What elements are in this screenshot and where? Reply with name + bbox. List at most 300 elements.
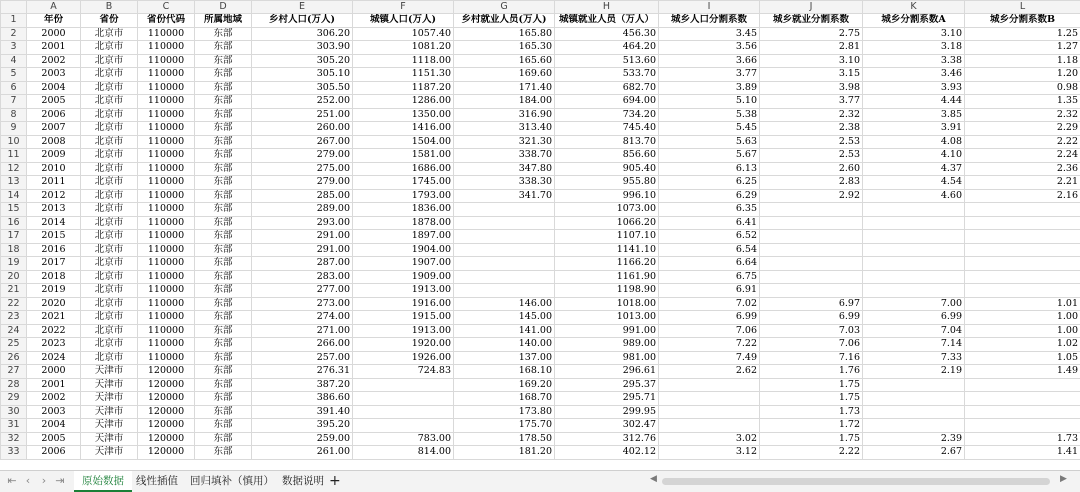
data-cell[interactable]: 北京市 bbox=[81, 189, 138, 203]
data-cell[interactable]: 1.75 bbox=[760, 432, 863, 446]
data-cell[interactable] bbox=[965, 378, 1080, 392]
data-cell[interactable]: 3.10 bbox=[863, 27, 965, 41]
data-cell[interactable]: 110000 bbox=[138, 176, 195, 190]
data-cell[interactable] bbox=[863, 257, 965, 271]
row-header[interactable]: 16 bbox=[1, 216, 27, 230]
data-cell[interactable]: 天津市 bbox=[81, 446, 138, 460]
data-cell[interactable]: 2.16 bbox=[965, 189, 1080, 203]
data-cell[interactable]: 257.00 bbox=[252, 351, 353, 365]
data-cell[interactable]: 天津市 bbox=[81, 365, 138, 379]
data-cell[interactable]: 4.10 bbox=[863, 149, 965, 163]
data-cell[interactable]: 734.20 bbox=[555, 108, 659, 122]
tab-data-description[interactable]: 数据说明 bbox=[282, 475, 324, 487]
header-cell[interactable]: 乡村就业人员(万人) bbox=[454, 14, 555, 28]
data-cell[interactable]: 3.45 bbox=[659, 27, 760, 41]
row-header[interactable]: 6 bbox=[1, 81, 27, 95]
data-cell[interactable]: 137.00 bbox=[454, 351, 555, 365]
data-cell[interactable]: 东部 bbox=[195, 95, 252, 109]
data-cell[interactable] bbox=[863, 216, 965, 230]
data-cell[interactable]: 175.70 bbox=[454, 419, 555, 433]
data-cell[interactable]: 2000 bbox=[27, 27, 81, 41]
data-cell[interactable]: 1745.00 bbox=[353, 176, 454, 190]
data-cell[interactable]: 724.83 bbox=[353, 365, 454, 379]
add-sheet-button[interactable]: + bbox=[329, 473, 341, 489]
data-cell[interactable]: 1.35 bbox=[965, 95, 1080, 109]
data-cell[interactable]: 1.01 bbox=[965, 297, 1080, 311]
data-cell[interactable]: 北京市 bbox=[81, 338, 138, 352]
column-header-a[interactable]: A bbox=[27, 1, 81, 14]
data-cell[interactable]: 252.00 bbox=[252, 95, 353, 109]
data-cell[interactable]: 北京市 bbox=[81, 297, 138, 311]
data-cell[interactable] bbox=[454, 270, 555, 284]
data-cell[interactable]: 6.99 bbox=[659, 311, 760, 325]
data-cell[interactable]: 6.99 bbox=[760, 311, 863, 325]
data-cell[interactable]: 110000 bbox=[138, 149, 195, 163]
data-cell[interactable]: 110000 bbox=[138, 324, 195, 338]
data-cell[interactable]: 东部 bbox=[195, 27, 252, 41]
data-cell[interactable]: 1.73 bbox=[965, 432, 1080, 446]
data-cell[interactable]: 2.67 bbox=[863, 446, 965, 460]
data-cell[interactable]: 东部 bbox=[195, 149, 252, 163]
data-cell[interactable]: 1581.00 bbox=[353, 149, 454, 163]
data-cell[interactable]: 287.00 bbox=[252, 257, 353, 271]
row-header[interactable]: 29 bbox=[1, 392, 27, 406]
data-cell[interactable]: 2.22 bbox=[965, 135, 1080, 149]
data-cell[interactable]: 168.10 bbox=[454, 365, 555, 379]
data-cell[interactable] bbox=[965, 270, 1080, 284]
column-header-c[interactable]: C bbox=[138, 1, 195, 14]
data-cell[interactable]: 285.00 bbox=[252, 189, 353, 203]
data-cell[interactable]: 东部 bbox=[195, 216, 252, 230]
row-header[interactable]: 18 bbox=[1, 243, 27, 257]
data-cell[interactable]: 120000 bbox=[138, 365, 195, 379]
data-cell[interactable]: 1920.00 bbox=[353, 338, 454, 352]
data-cell[interactable]: 北京市 bbox=[81, 27, 138, 41]
data-cell[interactable] bbox=[863, 230, 965, 244]
data-cell[interactable]: 6.35 bbox=[659, 203, 760, 217]
data-cell[interactable]: 北京市 bbox=[81, 311, 138, 325]
data-cell[interactable]: 东部 bbox=[195, 378, 252, 392]
data-cell[interactable]: 东部 bbox=[195, 54, 252, 68]
data-cell[interactable]: 293.00 bbox=[252, 216, 353, 230]
data-cell[interactable]: 1.72 bbox=[760, 419, 863, 433]
row-header[interactable]: 20 bbox=[1, 270, 27, 284]
data-cell[interactable]: 305.50 bbox=[252, 81, 353, 95]
data-cell[interactable]: 2.21 bbox=[965, 176, 1080, 190]
data-cell[interactable]: 991.00 bbox=[555, 324, 659, 338]
data-cell[interactable] bbox=[454, 230, 555, 244]
tab-regression-fill[interactable]: 回归填补（慎用） bbox=[190, 475, 274, 487]
data-cell[interactable] bbox=[454, 203, 555, 217]
data-cell[interactable]: 北京市 bbox=[81, 162, 138, 176]
data-cell[interactable]: 1081.20 bbox=[353, 41, 454, 55]
data-cell[interactable]: 7.04 bbox=[863, 324, 965, 338]
data-cell[interactable]: 6.41 bbox=[659, 216, 760, 230]
data-cell[interactable]: 110000 bbox=[138, 122, 195, 136]
data-cell[interactable]: 北京市 bbox=[81, 324, 138, 338]
data-cell[interactable]: 141.00 bbox=[454, 324, 555, 338]
row-header[interactable]: 9 bbox=[1, 122, 27, 136]
data-cell[interactable] bbox=[965, 392, 1080, 406]
data-cell[interactable]: 北京市 bbox=[81, 68, 138, 82]
data-cell[interactable]: 110000 bbox=[138, 108, 195, 122]
data-cell[interactable]: 3.85 bbox=[863, 108, 965, 122]
data-cell[interactable]: 4.60 bbox=[863, 189, 965, 203]
data-cell[interactable]: 783.00 bbox=[353, 432, 454, 446]
data-cell[interactable]: 1018.00 bbox=[555, 297, 659, 311]
data-cell[interactable]: 110000 bbox=[138, 68, 195, 82]
data-cell[interactable]: 2008 bbox=[27, 135, 81, 149]
data-cell[interactable]: 1904.00 bbox=[353, 243, 454, 257]
data-cell[interactable]: 267.00 bbox=[252, 135, 353, 149]
data-cell[interactable]: 东部 bbox=[195, 338, 252, 352]
data-cell[interactable]: 1836.00 bbox=[353, 203, 454, 217]
data-cell[interactable]: 110000 bbox=[138, 135, 195, 149]
data-cell[interactable]: 1.00 bbox=[965, 324, 1080, 338]
row-header[interactable]: 12 bbox=[1, 162, 27, 176]
data-cell[interactable]: 120000 bbox=[138, 432, 195, 446]
data-cell[interactable]: 110000 bbox=[138, 270, 195, 284]
data-cell[interactable] bbox=[863, 419, 965, 433]
header-cell[interactable]: 城乡人口分割系数 bbox=[659, 14, 760, 28]
data-cell[interactable]: 110000 bbox=[138, 284, 195, 298]
row-header[interactable]: 11 bbox=[1, 149, 27, 163]
row-header[interactable]: 30 bbox=[1, 405, 27, 419]
data-cell[interactable] bbox=[760, 216, 863, 230]
data-cell[interactable]: 259.00 bbox=[252, 432, 353, 446]
data-cell[interactable]: 2.92 bbox=[760, 189, 863, 203]
data-cell[interactable]: 北京市 bbox=[81, 41, 138, 55]
data-cell[interactable]: 2003 bbox=[27, 68, 81, 82]
data-cell[interactable]: 1.76 bbox=[760, 365, 863, 379]
data-cell[interactable]: 2002 bbox=[27, 54, 81, 68]
data-cell[interactable]: 2.38 bbox=[760, 122, 863, 136]
data-cell[interactable]: 2.75 bbox=[760, 27, 863, 41]
data-cell[interactable]: 东部 bbox=[195, 68, 252, 82]
data-cell[interactable]: 110000 bbox=[138, 95, 195, 109]
data-cell[interactable]: 2.81 bbox=[760, 41, 863, 55]
data-cell[interactable] bbox=[863, 270, 965, 284]
data-cell[interactable]: 110000 bbox=[138, 81, 195, 95]
row-header[interactable]: 32 bbox=[1, 432, 27, 446]
data-cell[interactable]: 1913.00 bbox=[353, 324, 454, 338]
data-cell[interactable] bbox=[353, 392, 454, 406]
scroll-right-icon[interactable]: ▶ bbox=[1060, 474, 1067, 484]
last-sheet-icon[interactable]: ⇥ bbox=[55, 474, 65, 487]
data-cell[interactable]: 2.22 bbox=[760, 446, 863, 460]
header-cell[interactable]: 乡村人口(万人) bbox=[252, 14, 353, 28]
data-cell[interactable]: 391.40 bbox=[252, 405, 353, 419]
data-cell[interactable]: 2017 bbox=[27, 257, 81, 271]
column-header-i[interactable]: I bbox=[659, 1, 760, 14]
data-cell[interactable]: 东部 bbox=[195, 203, 252, 217]
data-cell[interactable]: 1504.00 bbox=[353, 135, 454, 149]
data-cell[interactable]: 1066.20 bbox=[555, 216, 659, 230]
data-cell[interactable]: 1913.00 bbox=[353, 284, 454, 298]
data-cell[interactable]: 251.00 bbox=[252, 108, 353, 122]
data-cell[interactable]: 2007 bbox=[27, 122, 81, 136]
data-cell[interactable]: 1915.00 bbox=[353, 311, 454, 325]
data-cell[interactable]: 东部 bbox=[195, 162, 252, 176]
data-cell[interactable]: 1286.00 bbox=[353, 95, 454, 109]
data-cell[interactable]: 169.20 bbox=[454, 378, 555, 392]
data-cell[interactable]: 2010 bbox=[27, 162, 81, 176]
header-cell[interactable]: 城镇就业人员（万人） bbox=[555, 14, 659, 28]
data-cell[interactable]: 东部 bbox=[195, 446, 252, 460]
data-cell[interactable]: 东部 bbox=[195, 297, 252, 311]
data-cell[interactable]: 7.00 bbox=[863, 297, 965, 311]
data-cell[interactable]: 3.91 bbox=[863, 122, 965, 136]
data-cell[interactable]: 2006 bbox=[27, 446, 81, 460]
data-cell[interactable] bbox=[760, 270, 863, 284]
row-header[interactable]: 15 bbox=[1, 203, 27, 217]
data-cell[interactable]: 289.00 bbox=[252, 203, 353, 217]
data-cell[interactable]: 694.00 bbox=[555, 95, 659, 109]
column-header-h[interactable]: H bbox=[555, 1, 659, 14]
data-cell[interactable]: 1.18 bbox=[965, 54, 1080, 68]
data-cell[interactable]: 天津市 bbox=[81, 392, 138, 406]
data-cell[interactable]: 1166.20 bbox=[555, 257, 659, 271]
data-cell[interactable]: 2014 bbox=[27, 216, 81, 230]
data-cell[interactable]: 4.54 bbox=[863, 176, 965, 190]
row-header[interactable]: 8 bbox=[1, 108, 27, 122]
data-cell[interactable]: 天津市 bbox=[81, 405, 138, 419]
data-cell[interactable]: 7.03 bbox=[760, 324, 863, 338]
data-cell[interactable]: 2009 bbox=[27, 149, 81, 163]
row-header[interactable]: 10 bbox=[1, 135, 27, 149]
data-cell[interactable]: 981.00 bbox=[555, 351, 659, 365]
header-cell[interactable]: 省份代码 bbox=[138, 14, 195, 28]
data-cell[interactable]: 3.38 bbox=[863, 54, 965, 68]
data-cell[interactable]: 276.31 bbox=[252, 365, 353, 379]
data-cell[interactable] bbox=[965, 216, 1080, 230]
data-cell[interactable]: 110000 bbox=[138, 41, 195, 55]
data-cell[interactable] bbox=[760, 243, 863, 257]
data-cell[interactable]: 1926.00 bbox=[353, 351, 454, 365]
data-cell[interactable]: 277.00 bbox=[252, 284, 353, 298]
data-cell[interactable]: 东部 bbox=[195, 392, 252, 406]
data-cell[interactable]: 120000 bbox=[138, 392, 195, 406]
data-cell[interactable]: 北京市 bbox=[81, 257, 138, 271]
data-cell[interactable]: 3.77 bbox=[659, 68, 760, 82]
data-cell[interactable] bbox=[454, 257, 555, 271]
data-cell[interactable]: 3.66 bbox=[659, 54, 760, 68]
data-cell[interactable]: 北京市 bbox=[81, 216, 138, 230]
data-cell[interactable]: 东部 bbox=[195, 108, 252, 122]
data-cell[interactable]: 316.90 bbox=[454, 108, 555, 122]
data-cell[interactable] bbox=[659, 405, 760, 419]
data-cell[interactable]: 1.02 bbox=[965, 338, 1080, 352]
column-header-d[interactable]: D bbox=[195, 1, 252, 14]
data-cell[interactable] bbox=[863, 405, 965, 419]
data-cell[interactable]: 2018 bbox=[27, 270, 81, 284]
data-cell[interactable]: 1909.00 bbox=[353, 270, 454, 284]
data-cell[interactable]: 347.80 bbox=[454, 162, 555, 176]
data-cell[interactable] bbox=[760, 257, 863, 271]
data-cell[interactable]: 2001 bbox=[27, 41, 81, 55]
data-cell[interactable] bbox=[965, 203, 1080, 217]
data-cell[interactable]: 905.40 bbox=[555, 162, 659, 176]
data-cell[interactable]: 东部 bbox=[195, 432, 252, 446]
data-cell[interactable]: 北京市 bbox=[81, 203, 138, 217]
data-cell[interactable] bbox=[965, 284, 1080, 298]
row-header[interactable]: 25 bbox=[1, 338, 27, 352]
row-header[interactable]: 31 bbox=[1, 419, 27, 433]
data-cell[interactable]: 387.20 bbox=[252, 378, 353, 392]
row-header[interactable]: 23 bbox=[1, 311, 27, 325]
data-cell[interactable]: 6.75 bbox=[659, 270, 760, 284]
data-cell[interactable]: 305.20 bbox=[252, 54, 353, 68]
data-cell[interactable]: 682.70 bbox=[555, 81, 659, 95]
data-cell[interactable] bbox=[659, 392, 760, 406]
data-cell[interactable]: 天津市 bbox=[81, 432, 138, 446]
data-cell[interactable]: 1073.00 bbox=[555, 203, 659, 217]
data-cell[interactable]: 279.00 bbox=[252, 176, 353, 190]
row-header[interactable]: 2 bbox=[1, 27, 27, 41]
data-cell[interactable]: 2005 bbox=[27, 95, 81, 109]
data-cell[interactable]: 533.70 bbox=[555, 68, 659, 82]
data-cell[interactable]: 3.77 bbox=[760, 95, 863, 109]
scroll-left-icon[interactable]: ◀ bbox=[650, 474, 657, 484]
data-cell[interactable]: 7.22 bbox=[659, 338, 760, 352]
data-cell[interactable]: 2.36 bbox=[965, 162, 1080, 176]
data-cell[interactable]: 266.00 bbox=[252, 338, 353, 352]
column-header-l[interactable]: L bbox=[965, 1, 1080, 14]
data-cell[interactable]: 513.60 bbox=[555, 54, 659, 68]
data-cell[interactable]: 145.00 bbox=[454, 311, 555, 325]
data-cell[interactable]: 3.12 bbox=[659, 446, 760, 460]
data-cell[interactable]: 110000 bbox=[138, 216, 195, 230]
data-cell[interactable]: 302.47 bbox=[555, 419, 659, 433]
data-cell[interactable]: 2.24 bbox=[965, 149, 1080, 163]
data-cell[interactable]: 2.62 bbox=[659, 365, 760, 379]
data-cell[interactable]: 2.60 bbox=[760, 162, 863, 176]
data-cell[interactable]: 395.20 bbox=[252, 419, 353, 433]
header-cell[interactable]: 城镇人口(万人) bbox=[353, 14, 454, 28]
data-cell[interactable]: 110000 bbox=[138, 203, 195, 217]
header-cell[interactable]: 所属地域 bbox=[195, 14, 252, 28]
data-cell[interactable] bbox=[863, 284, 965, 298]
data-cell[interactable]: 北京市 bbox=[81, 270, 138, 284]
data-cell[interactable]: 2019 bbox=[27, 284, 81, 298]
data-cell[interactable] bbox=[353, 419, 454, 433]
data-cell[interactable]: 120000 bbox=[138, 405, 195, 419]
data-cell[interactable] bbox=[760, 203, 863, 217]
column-header-f[interactable]: F bbox=[353, 1, 454, 14]
data-cell[interactable]: 955.80 bbox=[555, 176, 659, 190]
data-cell[interactable]: 2001 bbox=[27, 378, 81, 392]
data-cell[interactable]: 5.45 bbox=[659, 122, 760, 136]
data-cell[interactable]: 东部 bbox=[195, 351, 252, 365]
row-header[interactable]: 24 bbox=[1, 324, 27, 338]
row-header[interactable]: 14 bbox=[1, 189, 27, 203]
data-cell[interactable]: 7.33 bbox=[863, 351, 965, 365]
data-cell[interactable]: 2.53 bbox=[760, 149, 863, 163]
row-header[interactable]: 5 bbox=[1, 68, 27, 82]
data-cell[interactable]: 3.98 bbox=[760, 81, 863, 95]
data-cell[interactable] bbox=[863, 378, 965, 392]
data-cell[interactable]: 北京市 bbox=[81, 108, 138, 122]
data-cell[interactable]: 275.00 bbox=[252, 162, 353, 176]
data-cell[interactable]: 110000 bbox=[138, 311, 195, 325]
data-cell[interactable]: 3.02 bbox=[659, 432, 760, 446]
data-cell[interactable]: 146.00 bbox=[454, 297, 555, 311]
data-cell[interactable]: 1.73 bbox=[760, 405, 863, 419]
data-cell[interactable]: 989.00 bbox=[555, 338, 659, 352]
data-cell[interactable] bbox=[454, 216, 555, 230]
column-header-g[interactable]: G bbox=[454, 1, 555, 14]
data-cell[interactable]: 110000 bbox=[138, 257, 195, 271]
data-cell[interactable]: 6.91 bbox=[659, 284, 760, 298]
data-cell[interactable]: 165.60 bbox=[454, 54, 555, 68]
row-header[interactable]: 3 bbox=[1, 41, 27, 55]
data-cell[interactable]: 北京市 bbox=[81, 284, 138, 298]
data-cell[interactable]: 1198.90 bbox=[555, 284, 659, 298]
header-cell[interactable]: 城乡就业分割系数 bbox=[760, 14, 863, 28]
data-cell[interactable]: 2020 bbox=[27, 297, 81, 311]
tab-linear-interpolation[interactable]: 线性插值 bbox=[136, 475, 178, 487]
data-cell[interactable]: 东部 bbox=[195, 189, 252, 203]
data-cell[interactable]: 110000 bbox=[138, 297, 195, 311]
data-cell[interactable]: 110000 bbox=[138, 351, 195, 365]
data-cell[interactable]: 1161.90 bbox=[555, 270, 659, 284]
data-cell[interactable]: 1118.00 bbox=[353, 54, 454, 68]
data-cell[interactable]: 6.52 bbox=[659, 230, 760, 244]
prev-sheet-icon[interactable]: ‹ bbox=[25, 474, 31, 487]
row-header[interactable]: 28 bbox=[1, 378, 27, 392]
data-cell[interactable] bbox=[863, 203, 965, 217]
data-cell[interactable]: 2004 bbox=[27, 81, 81, 95]
data-cell[interactable]: 2012 bbox=[27, 189, 81, 203]
data-cell[interactable]: 996.10 bbox=[555, 189, 659, 203]
data-cell[interactable] bbox=[454, 284, 555, 298]
header-cell[interactable]: 省份 bbox=[81, 14, 138, 28]
data-cell[interactable]: 2.53 bbox=[760, 135, 863, 149]
data-cell[interactable]: 2021 bbox=[27, 311, 81, 325]
data-cell[interactable]: 260.00 bbox=[252, 122, 353, 136]
data-cell[interactable]: 0.98 bbox=[965, 81, 1080, 95]
data-cell[interactable]: 169.60 bbox=[454, 68, 555, 82]
data-cell[interactable]: 1.05 bbox=[965, 351, 1080, 365]
data-cell[interactable]: 3.15 bbox=[760, 68, 863, 82]
data-cell[interactable]: 1.27 bbox=[965, 41, 1080, 55]
data-cell[interactable]: 东部 bbox=[195, 324, 252, 338]
data-cell[interactable]: 4.37 bbox=[863, 162, 965, 176]
data-cell[interactable]: 295.37 bbox=[555, 378, 659, 392]
data-cell[interactable]: 3.46 bbox=[863, 68, 965, 82]
row-header[interactable]: 7 bbox=[1, 95, 27, 109]
data-cell[interactable]: 261.00 bbox=[252, 446, 353, 460]
data-cell[interactable]: 东部 bbox=[195, 419, 252, 433]
header-cell[interactable]: 年份 bbox=[27, 14, 81, 28]
data-cell[interactable]: 2.29 bbox=[965, 122, 1080, 136]
data-cell[interactable]: 168.70 bbox=[454, 392, 555, 406]
data-cell[interactable]: 274.00 bbox=[252, 311, 353, 325]
data-cell[interactable]: 2024 bbox=[27, 351, 81, 365]
row-header[interactable]: 27 bbox=[1, 365, 27, 379]
data-cell[interactable]: 1.75 bbox=[760, 392, 863, 406]
data-cell[interactable]: 110000 bbox=[138, 162, 195, 176]
data-cell[interactable]: 2016 bbox=[27, 243, 81, 257]
data-cell[interactable]: 东部 bbox=[195, 135, 252, 149]
data-cell[interactable]: 东部 bbox=[195, 311, 252, 325]
data-cell[interactable]: 306.20 bbox=[252, 27, 353, 41]
data-cell[interactable]: 120000 bbox=[138, 378, 195, 392]
data-cell[interactable]: 5.10 bbox=[659, 95, 760, 109]
data-cell[interactable]: 2.83 bbox=[760, 176, 863, 190]
data-cell[interactable]: 181.20 bbox=[454, 446, 555, 460]
data-cell[interactable]: 5.67 bbox=[659, 149, 760, 163]
